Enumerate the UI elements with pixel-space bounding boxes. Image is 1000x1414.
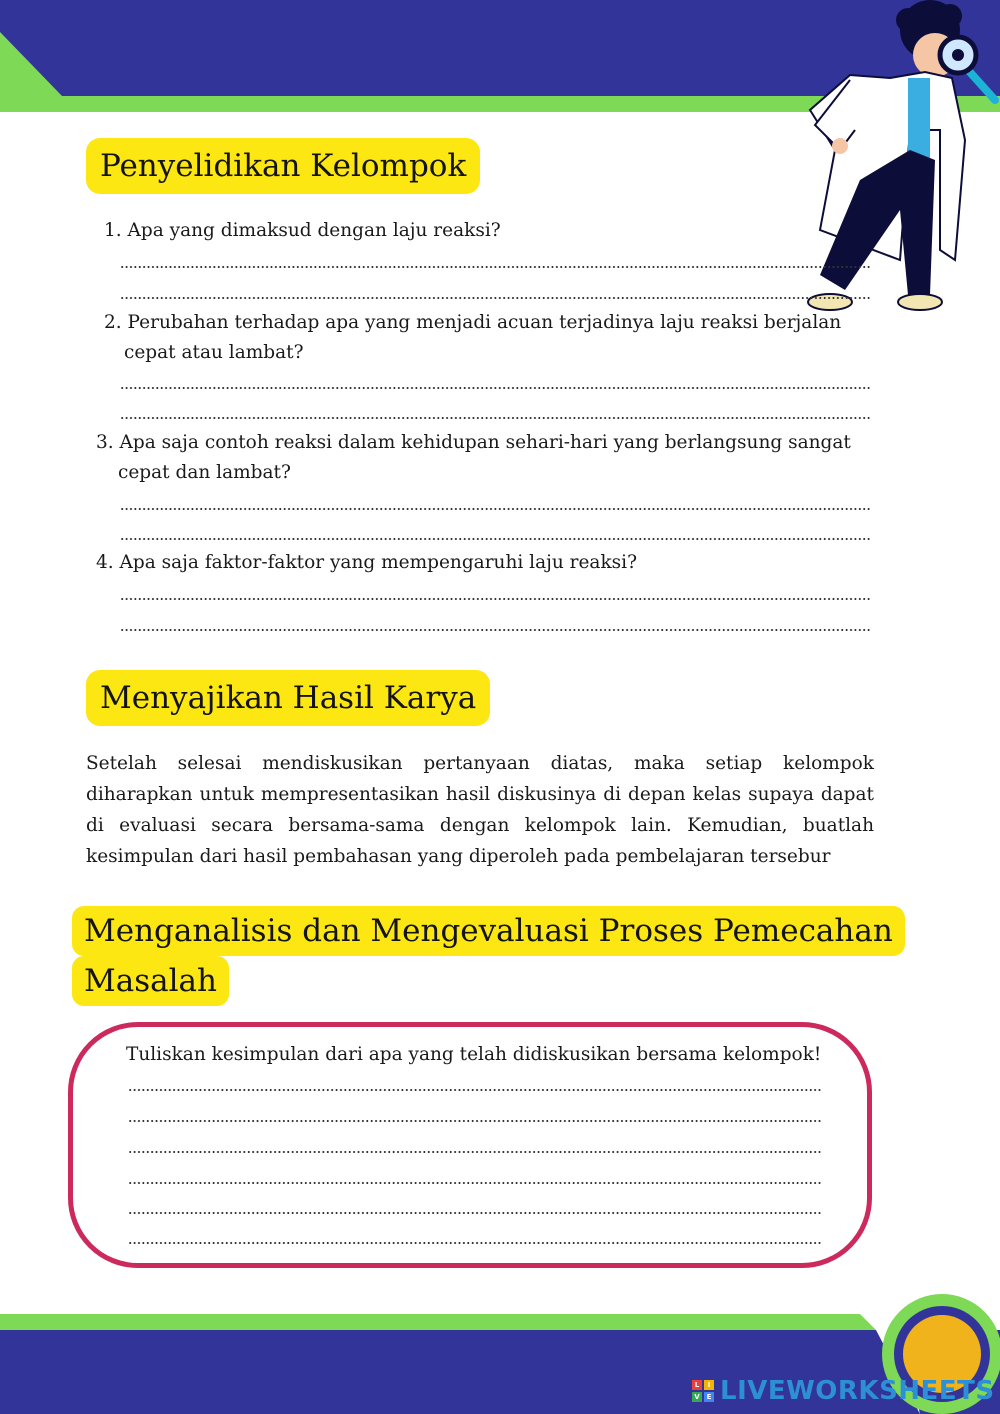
conclusion-line[interactable] bbox=[128, 1151, 822, 1153]
answer-line[interactable] bbox=[120, 538, 870, 540]
conclusion-prompt: Tuliskan kesimpulan dari apa yang telah didiskusikan bersama kelompok! bbox=[126, 1044, 822, 1065]
instruction-paragraph: Setelah selesai mendiskusikan pertanyaan diatas, maka setiap kelompok diharapkan untuk mempresentasikan hasil diskusinya di depan kelas supaya dapat di evaluasi secara bersama-sama dengan kelompok lain. Kemudian, buatlah kesimpulan dari hasil pembahasan yang diperoleh pada pembelajaran tersebur bbox=[86, 753, 874, 867]
question-number: 4. bbox=[96, 552, 114, 573]
conclusion-line[interactable] bbox=[128, 1242, 822, 1244]
question-3 bbox=[96, 428, 851, 458]
answer-line[interactable] bbox=[120, 297, 870, 299]
answer-line[interactable] bbox=[120, 508, 870, 510]
conclusion-line[interactable] bbox=[128, 1212, 822, 1214]
liveworksheets-text: LIVEWORKSHEETS bbox=[720, 1376, 995, 1406]
section-heading-menyajikan: Menyajikan Hasil Karya bbox=[86, 670, 490, 726]
conclusion-line[interactable] bbox=[128, 1120, 822, 1122]
section-heading-penyelidikan: Penyelidikan Kelompok bbox=[86, 138, 480, 194]
question-4 bbox=[96, 548, 637, 578]
scientist-illustration bbox=[790, 0, 1000, 320]
answer-line[interactable] bbox=[120, 629, 870, 631]
answer-line[interactable] bbox=[120, 266, 870, 268]
section-heading-menganalisis-line-1: Menganalisis dan Mengevaluasi Proses Pemecahan bbox=[72, 906, 905, 956]
section-heading-menganalisis-line-2: Masalah bbox=[72, 956, 229, 1006]
logo-letter: V bbox=[692, 1392, 702, 1402]
question-number: 2. bbox=[104, 312, 122, 333]
answer-line[interactable] bbox=[120, 417, 870, 419]
question-3-line-2: cepat dan lambat? bbox=[118, 462, 291, 483]
question-text: Apa yang dimaksud dengan laju reaksi? bbox=[127, 220, 501, 241]
question-2 bbox=[104, 308, 841, 338]
question-text: Apa saja contoh reaksi dalam kehidupan sehari-hari yang berlangsung sangat bbox=[119, 432, 851, 453]
question-text: Perubahan terhadap apa yang menjadi acuan terjadinya laju reaksi berjalan bbox=[127, 312, 842, 333]
liveworksheets-watermark bbox=[692, 1376, 995, 1406]
question-2-line-2: cepat atau lambat? bbox=[124, 342, 304, 363]
conclusion-line[interactable] bbox=[128, 1182, 822, 1184]
liveworksheets-logo-icon bbox=[692, 1380, 714, 1402]
logo-letter: L bbox=[692, 1380, 702, 1390]
question-number: 3. bbox=[96, 432, 114, 453]
logo-letter: I bbox=[704, 1380, 714, 1390]
answer-line[interactable] bbox=[120, 598, 870, 600]
question-text: Apa saja faktor-faktor yang mempengaruhi laju reaksi? bbox=[119, 552, 638, 573]
answer-line[interactable] bbox=[120, 387, 870, 389]
question-1 bbox=[104, 216, 501, 246]
logo-letter: E bbox=[704, 1392, 714, 1402]
question-number: 1. bbox=[104, 220, 122, 241]
conclusion-line[interactable] bbox=[128, 1089, 822, 1091]
